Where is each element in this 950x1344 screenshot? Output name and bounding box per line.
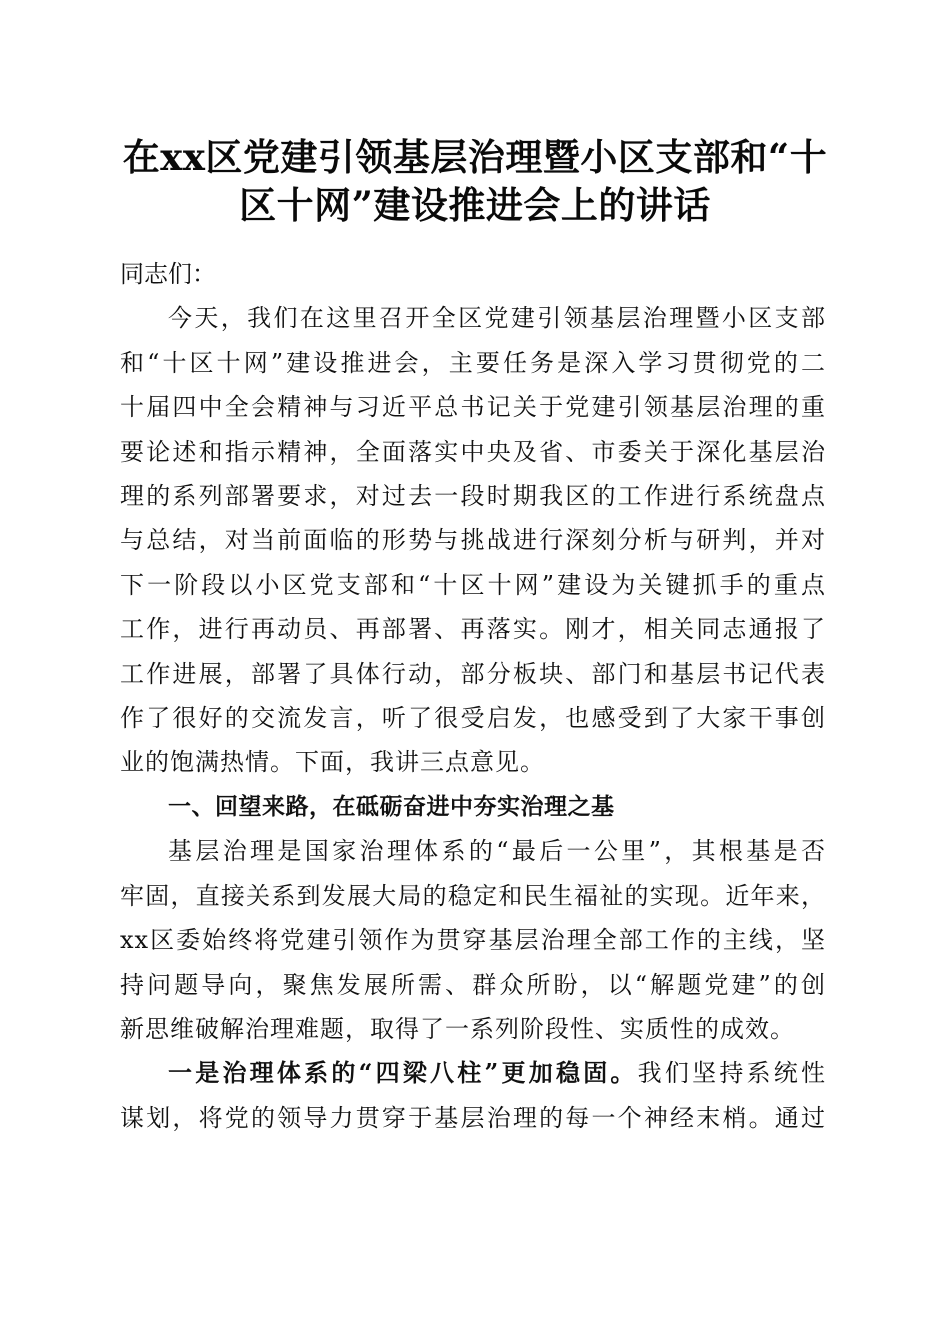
paragraph-line: 工作，进行再动员、再部署、再落实。刚才，相关同志通报了 [120, 615, 826, 644]
paragraph-line: 新思维破解治理难题，取得了一系列阶段性、实质性的成效。 [120, 1014, 795, 1043]
paragraph-line: 谋划，将党的领导力贯穿于基层治理的每一个神经末梢。通过 [120, 1103, 826, 1132]
paragraph-line: 持问题导向，聚焦发展所需、群众所盼，以“解题党建”的创 [120, 970, 826, 999]
title-line-1: 在xx区党建引领基层治理暨小区支部和“十 [122, 135, 828, 179]
section1-paragraph-2 [120, 1051, 826, 1140]
title-line-2: 区十网”建设推进会上的讲话 [239, 183, 711, 227]
salutation: 同志们： [120, 260, 216, 288]
point-lead-text: 一是治理体系的“四梁八柱”更加稳固。 [168, 1058, 638, 1088]
paragraph-line: 工作进展，部署了具体行动，部分板块、部门和基层书记代表 [120, 659, 826, 688]
document-title [100, 133, 850, 229]
paragraph-line: 牢固，直接关系到发展大局的稳定和民生福祉的实现。近年来， [120, 881, 826, 910]
paragraph-line: 和“十区十网”建设推进会，主要任务是深入学习贯彻党的二 [120, 348, 826, 377]
paragraph-line: 基层治理是国家治理体系的“最后一公里”，其根基是否 [168, 837, 826, 866]
point-body-text: 我们坚持系统性 [637, 1059, 827, 1088]
paragraph-line: 业的饱满热情。下面，我讲三点意见。 [120, 748, 545, 777]
section-heading-1: 一、回望来路，在砥砺奋进中夯实治理之基 [168, 793, 615, 820]
paragraph-line: 下一阶段以小区党支部和“十区十网”建设为关键抓手的重点 [120, 570, 826, 599]
paragraph-line: xx区委始终将党建引领作为贯穿基层治理全部工作的主线，坚 [120, 926, 826, 955]
paragraph-line: 作了很好的交流发言，听了很受启发，也感受到了大家干事创 [120, 704, 826, 733]
section1-paragraph-1 [120, 829, 826, 1051]
document-body [120, 252, 826, 1140]
paragraph-line: 要论述和指示精神，全面落实中央及省、市委关于深化基层治 [120, 437, 826, 466]
paragraph-line: 理的系列部署要求，对过去一段时期我区的工作进行系统盘点 [120, 482, 826, 511]
paragraph-line: 今天，我们在这里召开全区党建引领基层治理暨小区支部 [168, 304, 826, 333]
paragraph-line [120, 1051, 826, 1095]
paragraph-line: 十届四中全会精神与习近平总书记关于党建引领基层治理的重 [120, 393, 826, 422]
paragraph-line: 与总结，对当前面临的形势与挑战进行深刻分析与研判，并对 [120, 526, 826, 555]
intro-paragraph [120, 296, 826, 784]
